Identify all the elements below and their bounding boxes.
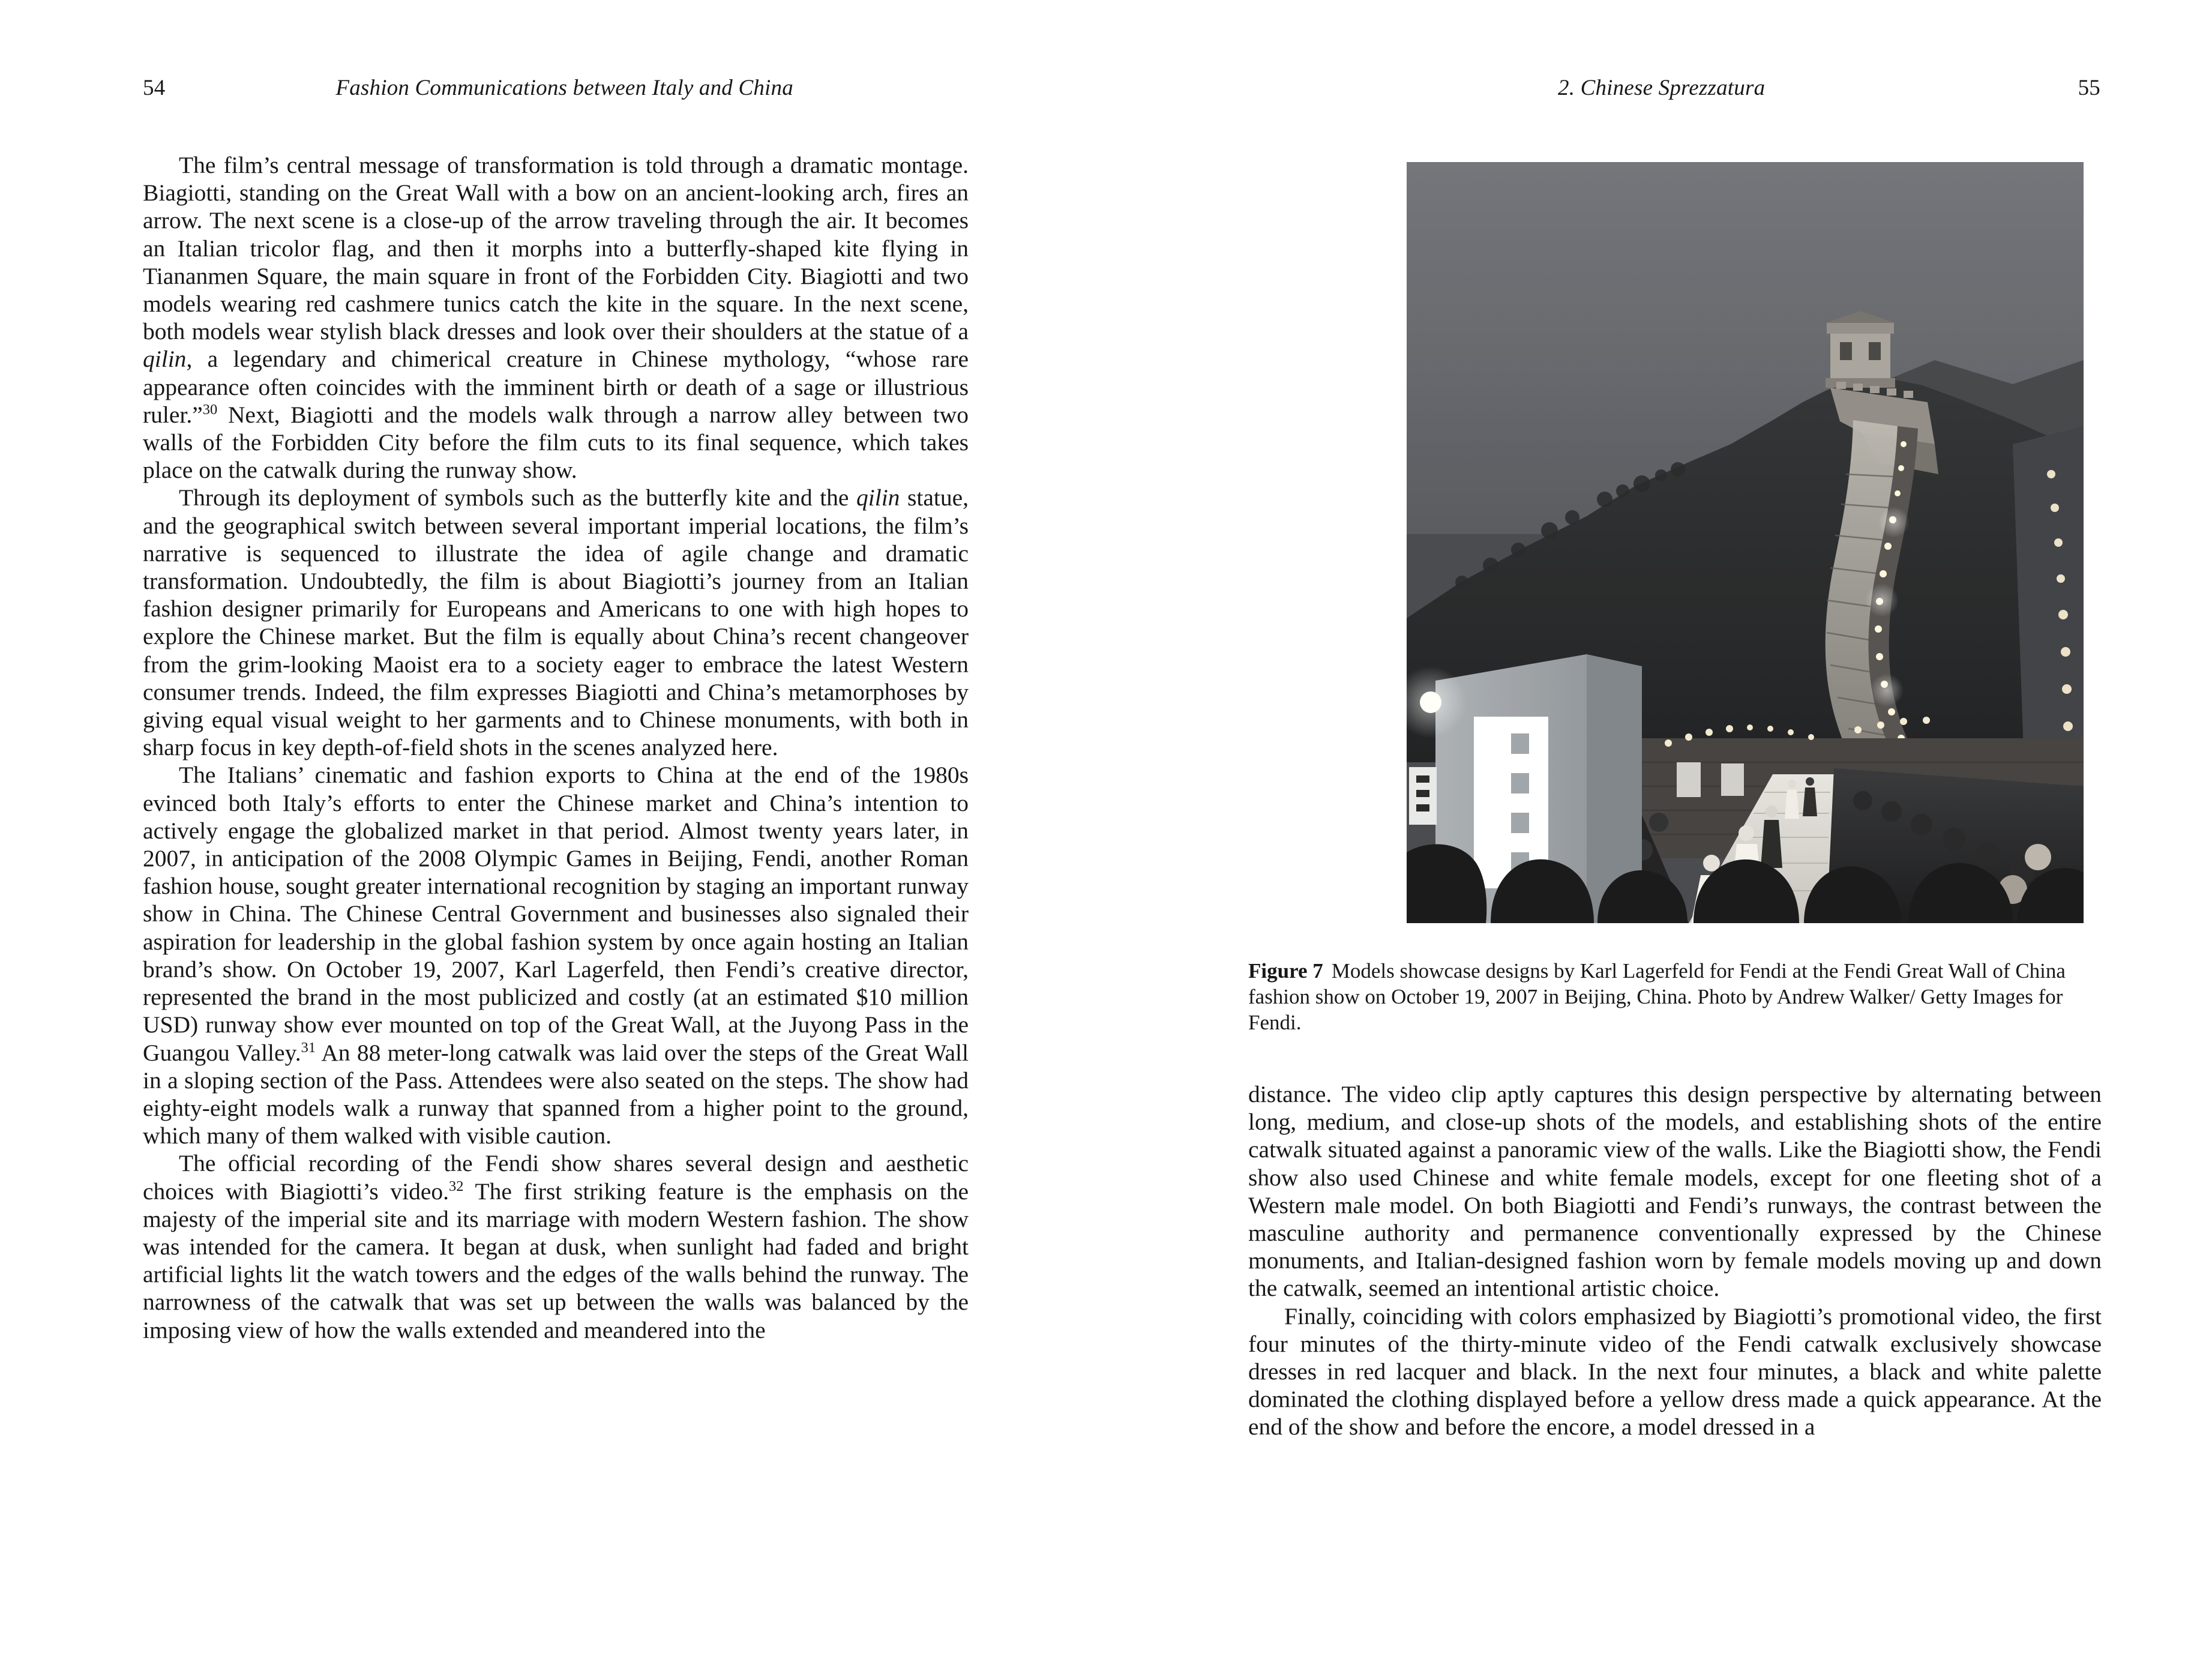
figure-caption [1248, 958, 2102, 1035]
italic-term-qilin: qilin [143, 346, 187, 373]
text-run: statue, and the geographical switch between several important imperial locations, the film’s narrative is sequenced to illustrate the idea of agile change and dramatic transformation. Undoubtedly, the film is about Biagiotti’s journey from an Italian fashion designer primarily for Europeans and Americans to one with high hopes to explore the Chinese market. But the film is equally about China’s recent changeover from the grim-looking Maoist era to a society eager to embrace the latest Western consumer trends. Indeed, the film expresses Biagiotti and China’s metamorphoses by giving equal visual weight to her garments and to Chinese monuments, with both in sharp focus in key depth-of-field shots in the scenes analyzed here. [143, 484, 969, 761]
figure-caption-text: Models showcase designs by Karl Lagerfeld for Fendi at the Fendi Great Wall of China fashion show on October 19, 2007 in Beijing, China. Photo by Andrew Walker/ Getty Images for Fendi. [1248, 959, 2066, 1034]
paragraph-4 [143, 1149, 969, 1343]
paragraph-5 [1248, 1080, 2102, 1302]
text-run: An 88 meter-long catwalk was laid over the steps of the Great Wall in a sloping section of the Pass. Attendees were also seated on the steps. The show had eighty-eight models walk a runway that spanned from a higher point to the ground, which many of them walked with visible caution. [143, 1039, 969, 1149]
running-head-left [143, 77, 971, 109]
running-head-right [1248, 77, 2100, 109]
italic-term-qilin: qilin [856, 484, 900, 511]
text-run: Through its deployment of symbols such as the butterfly kite and the [179, 484, 856, 511]
text-run: The film’s central message of transformation is told through a dramatic montage. Biagiotti, standing on the Great Wall with a bow on an ancient-looking arch, fires an arrow. The next scene is a close-up of the arrow traveling through the air. It becomes an Italian tricolor flag, and then it morphs into a butterfly-shaped kite flying in Tiananmen Square, the main square in front of the Forbidden City. Biagiotti and two models wearing red cashmere tunics catch the kite in the square. In the next scene, both models wear stylish black dresses and look over their shoulders at the statue of a [143, 152, 969, 345]
running-title-left: Fashion Communications between Italy and China [335, 76, 793, 100]
running-title-right: 2. Chinese Sprezzatura [1558, 76, 1766, 100]
text-run: , a legendary and chimerical creature in Chinese mythology, “whose rare appearance often coincides with the imminent birth or death of a sage or illustrious ruler.” [143, 346, 969, 428]
body-column-left [143, 151, 969, 1344]
photograph-artwork [1407, 162, 2084, 923]
text-run: The Italians’ cinematic and fashion exports to China at the end of the 1980s evinced both Italy’s efforts to enter the Chinese market and China’s intention to actively engage the globalized market in that period. Almost twenty years later, in 2007, in anticipation of the 2008 Olympic Games in Beijing, Fendi, another Roman fashion house, sought greater international recognition by staging an important runway show in China. The Chinese Central Government and businesses also signaled their aspiration for leadership in the global fashion system by once again hosting an Italian brand’s show. On October 19, 2007, Karl Lagerfeld, then Fendi’s creative director, represented the brand in the most publicized and costly (at an estimated $10 million USD) runway show ever mounted on top of the Great Wall, at the Juyong Pass in the Guangou Valley. [143, 762, 969, 1066]
paragraph-2 [143, 484, 969, 761]
footnote-marker-32: 32 [449, 1178, 464, 1194]
text-run: Finally, coinciding with colors emphasized by Biagiotti’s promotional video, the first four minutes of the thirty-minute video of the Fendi catwalk exclusively showcase dresses in red lacquer and black. In the next four minutes, a black and white palette dominated the clothing displayed before a yellow dress made a quick appearance. At the end of the show and before the encore, a model dressed in a [1248, 1302, 2102, 1441]
figure-photograph [1407, 162, 2084, 923]
text-run: The official recording of the Fendi show shares several design and aesthetic choices with Biagiotti’s video. [143, 1150, 969, 1205]
footnote-marker-31: 31 [301, 1039, 316, 1056]
paragraph-6 [1248, 1302, 2102, 1441]
text-run: Next, Biagiotti and the models walk through a narrow alley between two walls of the Forbidden City before the film cuts to its final sequence, which takes place on the catwalk during the runway show. [143, 401, 969, 484]
text-run: distance. The video clip aptly captures this design perspective by alternating between long, medium, and close-up shots of the models, and establishing shots of the entire catwalk situated against a panoramic view of the walls. Like the Biagiotti show, the Fendi show also used Chinese and white female models, except for one fleeting shot of a Western male model. On both Biagiotti and Fendi’s runways, the contrast between the masculine authority and permanence conventionally expressed by the Chinese monuments, and Italian-designed fashion worn by female models moving up and down the catwalk, seemed an intentional artistic choice. [1248, 1081, 2102, 1302]
body-column-right [1248, 1080, 2102, 1441]
figure-7 [1248, 162, 2102, 1035]
page-number-left: 54 [143, 76, 166, 100]
footnote-marker-30: 30 [202, 401, 218, 418]
paragraph-3 [143, 761, 969, 1149]
text-run: The first striking feature is the emphasis on the majesty of the imperial site and its marriage with modern Western fashion. The show was intended for the camera. It began at dusk, when sunlight had faded and bright artificial lights lit the watch towers and the edges of the walls behind the runway. The narrowness of the catwalk that was set up between the walls was balanced by the imposing view of how the walls extended and meandered into the [143, 1178, 969, 1343]
paragraph-1 [143, 151, 969, 484]
page-number-right: 55 [2078, 76, 2100, 100]
figure-label: Figure 7 [1248, 959, 1323, 983]
